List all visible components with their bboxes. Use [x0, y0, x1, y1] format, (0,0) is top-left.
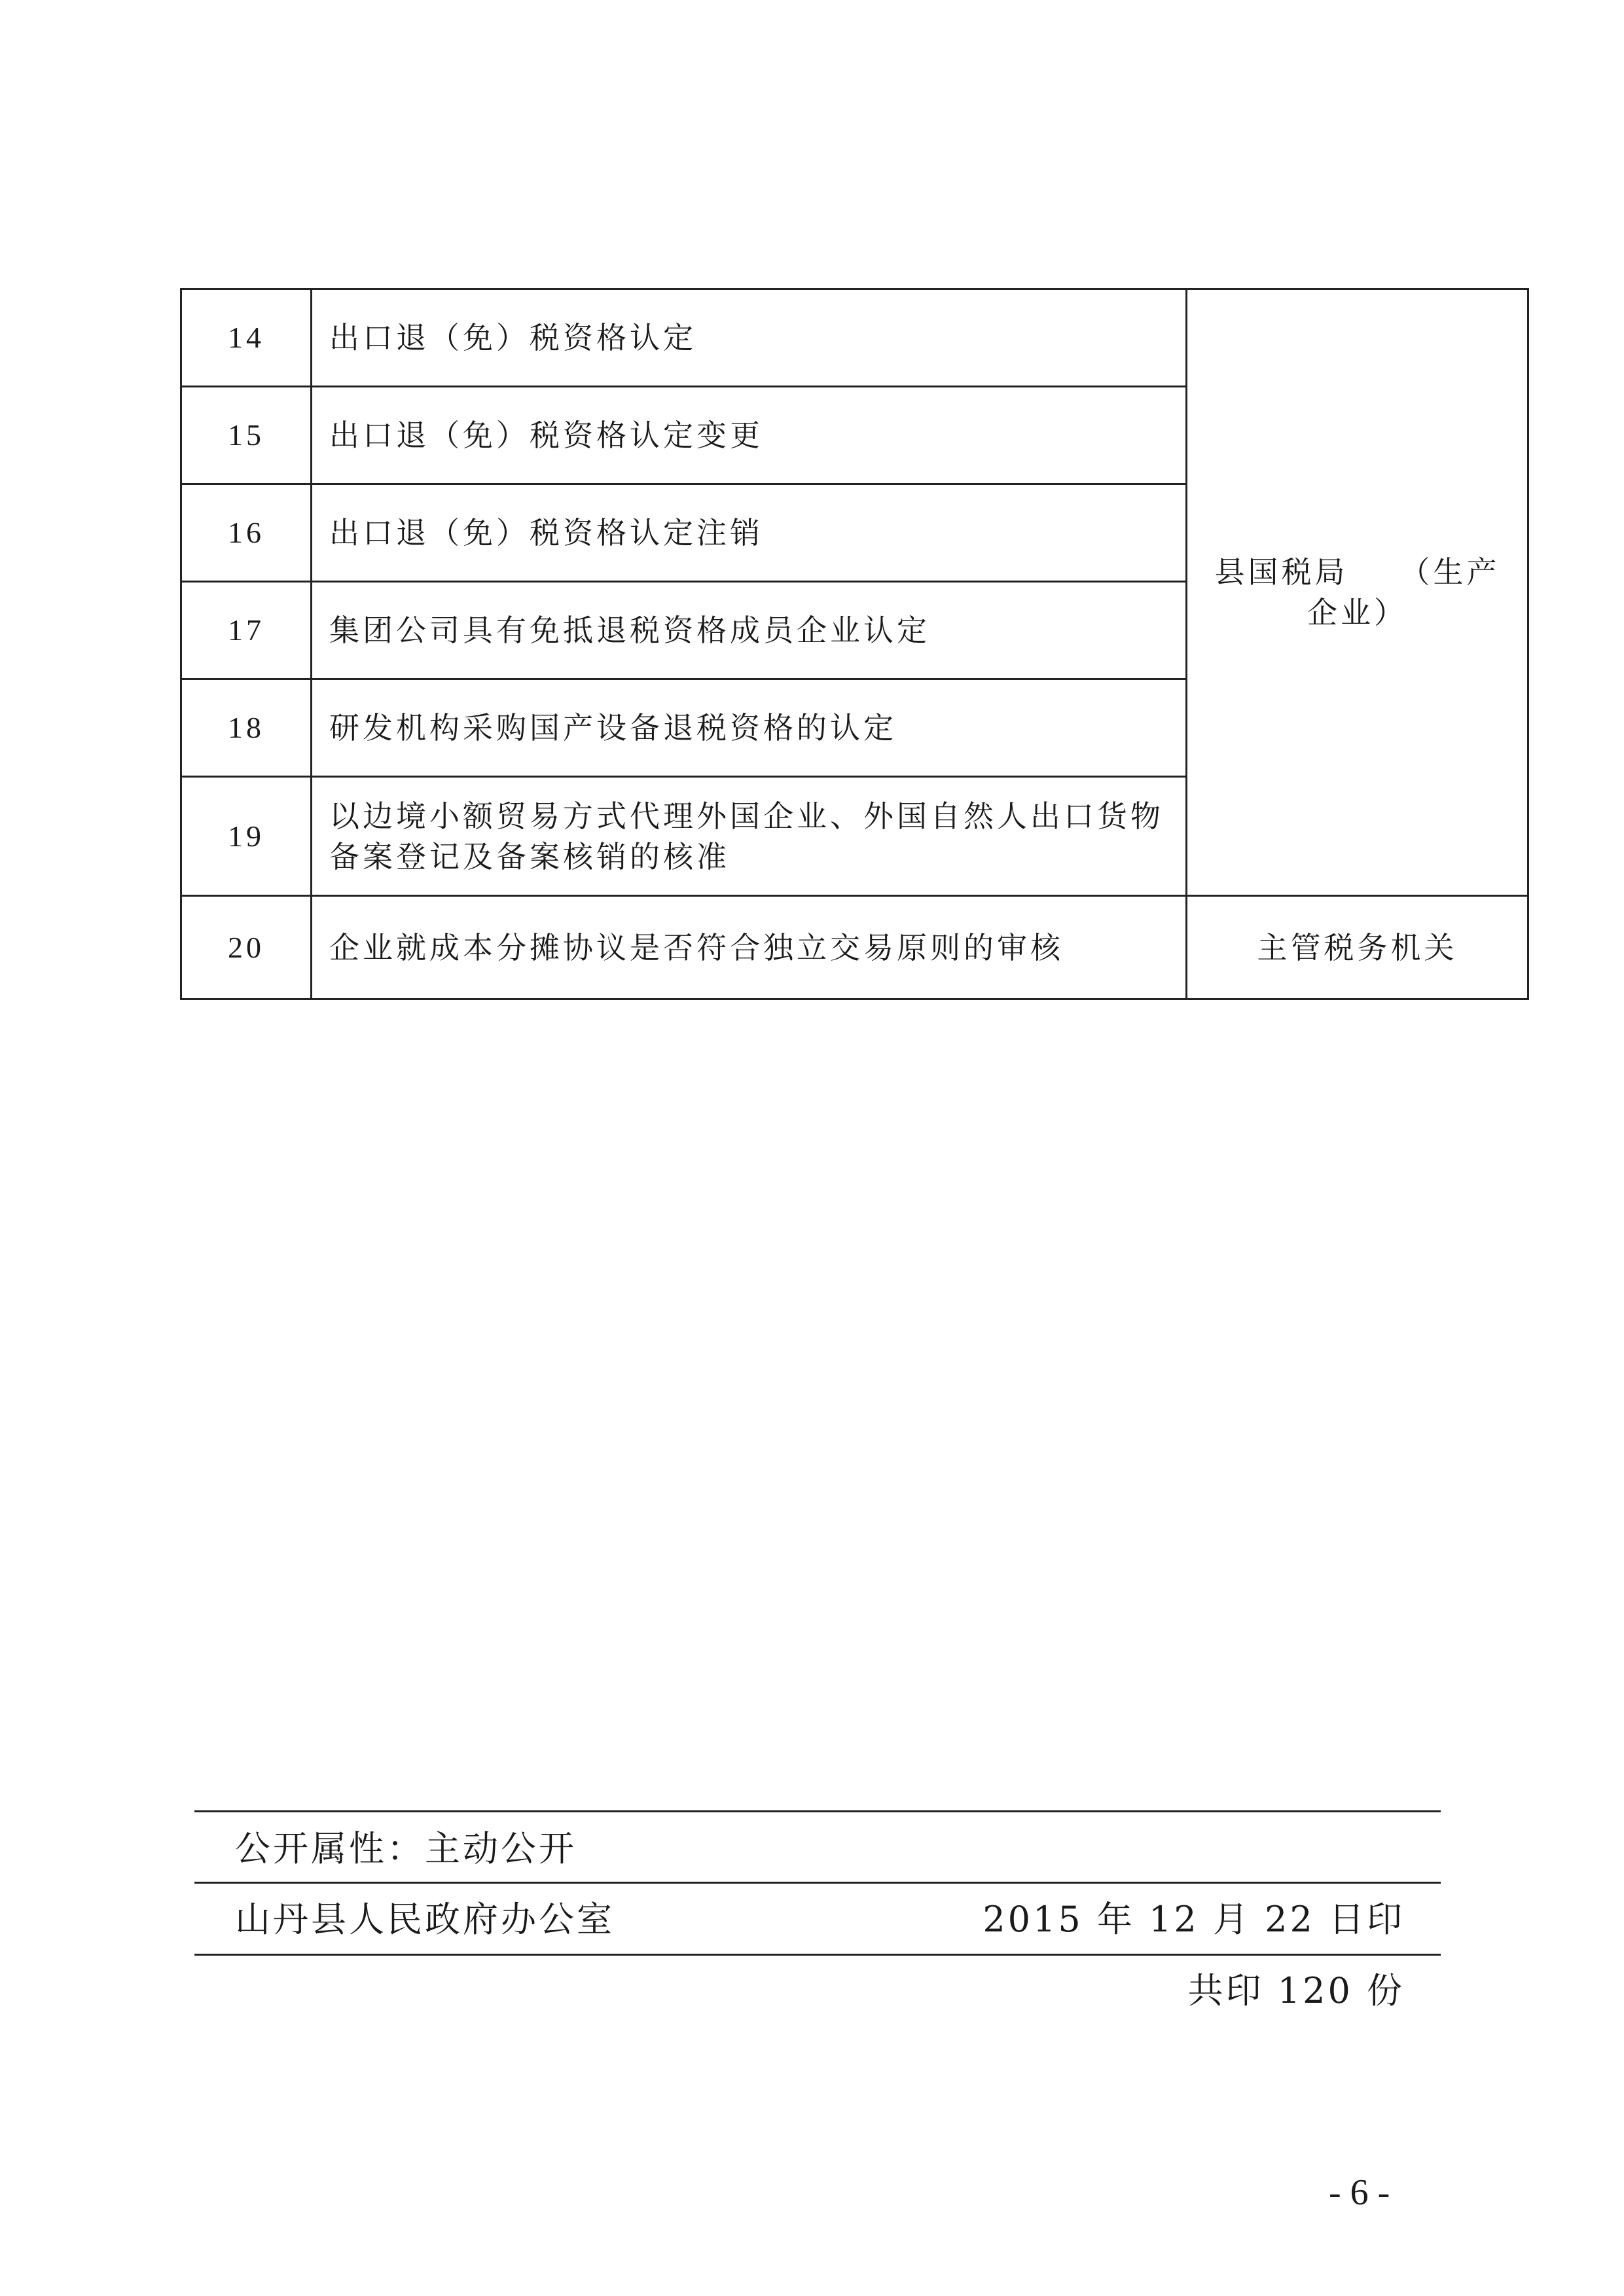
items-table — [180, 288, 1529, 1000]
row-number: 17 — [181, 582, 312, 679]
footer-top-rule — [194, 1810, 1441, 1812]
item-name: 出口退（免）税资格认定注销 — [312, 484, 1187, 582]
department-cell: 县国税局 （生产企业） — [1187, 289, 1528, 896]
item-name: 研发机构采购国产设备退税资格的认定 — [312, 679, 1187, 777]
disclosure-text: 公开属性：主动公开 — [235, 1828, 577, 1869]
row-number: 15 — [181, 387, 312, 484]
footer-bottom-rule — [194, 1954, 1441, 1956]
row-number: 18 — [181, 679, 312, 777]
item-name: 以边境小额贸易方式代理外国企业、外国自然人出口货物备案登记及备案核销的核准 — [312, 777, 1187, 896]
department-cell: 主管税务机关 — [1187, 896, 1528, 999]
copies-text: 共印 120 份 — [1187, 1970, 1405, 2011]
table-row — [181, 289, 1528, 387]
row-number: 16 — [181, 484, 312, 582]
table-row — [181, 896, 1528, 999]
item-name: 出口退（免）税资格认定变更 — [312, 387, 1187, 484]
row-number: 20 — [181, 896, 312, 999]
print-date: 2015 年 12 月 22 日印 — [983, 1899, 1405, 1940]
item-name: 出口退（免）税资格认定 — [312, 289, 1187, 387]
issuer-text: 山丹县人民政府办公室 — [235, 1899, 615, 1940]
item-name: 集团公司具有免抵退税资格成员企业认定 — [312, 582, 1187, 679]
item-name: 企业就成本分摊协议是否符合独立交易原则的审核 — [312, 896, 1187, 999]
row-number: 14 — [181, 289, 312, 387]
footer-middle-rule — [194, 1882, 1441, 1884]
page-number: - 6 - — [1329, 2172, 1390, 2213]
row-number: 19 — [181, 777, 312, 896]
